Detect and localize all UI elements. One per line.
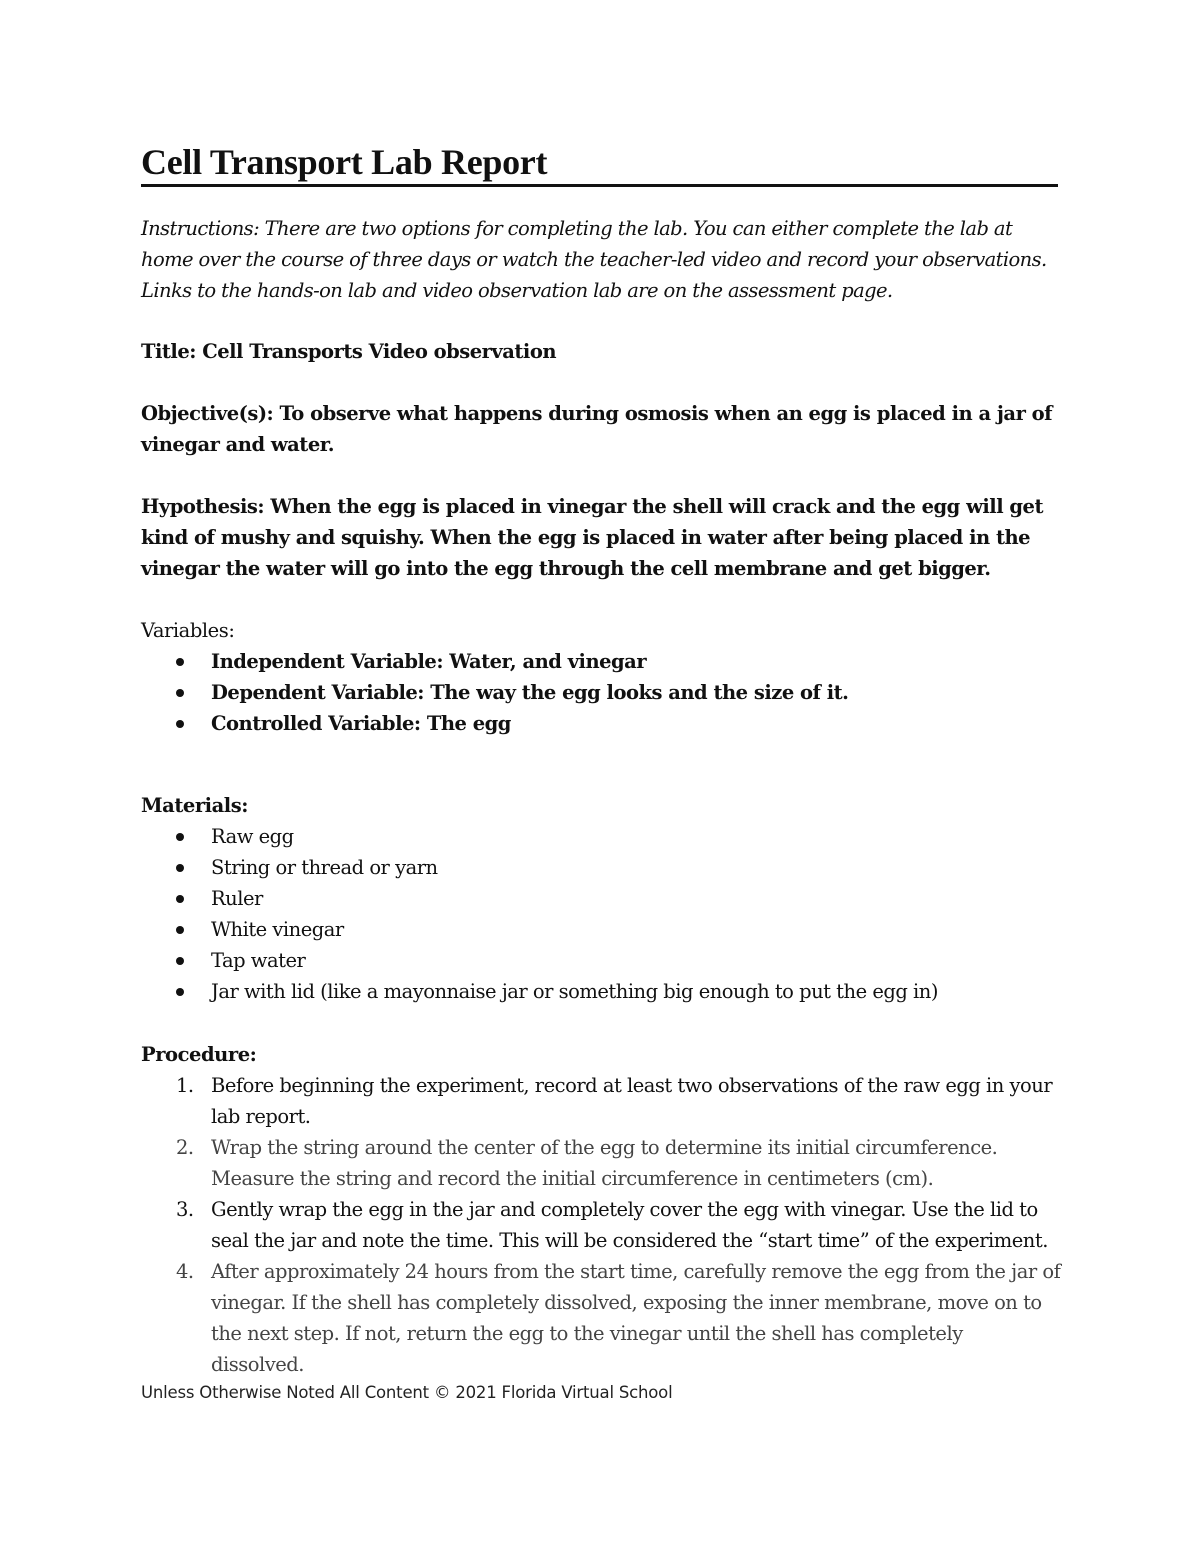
- list-item: String or thread or yarn: [141, 852, 1061, 883]
- bullet-icon: [176, 720, 184, 728]
- list-item: 2. Wrap the string around the center of the egg to determine its initial circumference. Measure the string and record the initial circumference in centimeters (cm).: [176, 1136, 998, 1190]
- list-item: White vinegar: [141, 914, 1061, 945]
- variables-heading: Variables:: [141, 619, 235, 642]
- bullet-icon: [176, 689, 184, 697]
- page-footer: Unless Otherwise Noted All Content © 2021 Florida Virtual School: [141, 1383, 673, 1402]
- bullet-icon: [176, 926, 184, 934]
- bullet-icon: [176, 895, 184, 903]
- list-item: Controlled Variable: The egg: [141, 708, 1061, 739]
- list-item: Jar with lid (like a mayonnaise jar or something big enough to put the egg in): [141, 976, 1061, 1007]
- procedure-heading: Procedure:: [141, 1043, 257, 1066]
- report-title-line: Title: Cell Transports Video observation: [141, 340, 556, 363]
- list-item: 1. Before beginning the experiment, record at least two observations of the raw egg in your lab report.: [176, 1074, 1053, 1128]
- list-item: 3. Gently wrap the egg in the jar and completely cover the egg with vinegar. Use the lid to seal the jar and note the time. This will be considered the “start time” of the experiment.: [176, 1198, 1048, 1252]
- variables-list: [141, 646, 1061, 739]
- bullet-icon: [176, 988, 184, 996]
- list-item: Tap water: [141, 945, 1061, 976]
- page-title: Cell Transport Lab Report: [141, 140, 1058, 187]
- objective-paragraph: Objective(s): To observe what happens during osmosis when an egg is placed in a jar of vinegar and water.: [141, 402, 1053, 456]
- bullet-icon: [176, 658, 184, 666]
- list-item: 4. After approximately 24 hours from the start time, carefully remove the egg from the jar of vinegar. If the shell has completely dissolved, exposing the inner membrane, move on to the next step. If not, return the egg to the vinegar until the shell has completely dissolved.: [176, 1260, 1061, 1376]
- materials-heading: Materials:: [141, 794, 249, 817]
- list-item: Independent Variable: Water, and vinegar: [141, 646, 1061, 677]
- materials-list: [141, 821, 1061, 1007]
- procedure-list: [141, 1070, 1061, 1380]
- list-item: Dependent Variable: The way the egg looks and the size of it.: [141, 677, 1061, 708]
- instructions-paragraph: Instructions: There are two options for completing the lab. You can either complete the lab at home over the course of three days or watch the teacher-led video and record your observations. Links to the hands-on lab and video observation lab are on the assessment page.: [141, 217, 1047, 302]
- bullet-icon: [176, 957, 184, 965]
- hypothesis-paragraph: Hypothesis: When the egg is placed in vinegar the shell will crack and the egg will get kind of mushy and squishy. When the egg is placed in water after being placed in the vinegar the water will go into the egg through the cell membrane and get bigger.: [141, 495, 1043, 580]
- list-item: Raw egg: [141, 821, 1061, 852]
- bullet-icon: [176, 864, 184, 872]
- bullet-icon: [176, 833, 184, 841]
- list-item: Ruler: [141, 883, 1061, 914]
